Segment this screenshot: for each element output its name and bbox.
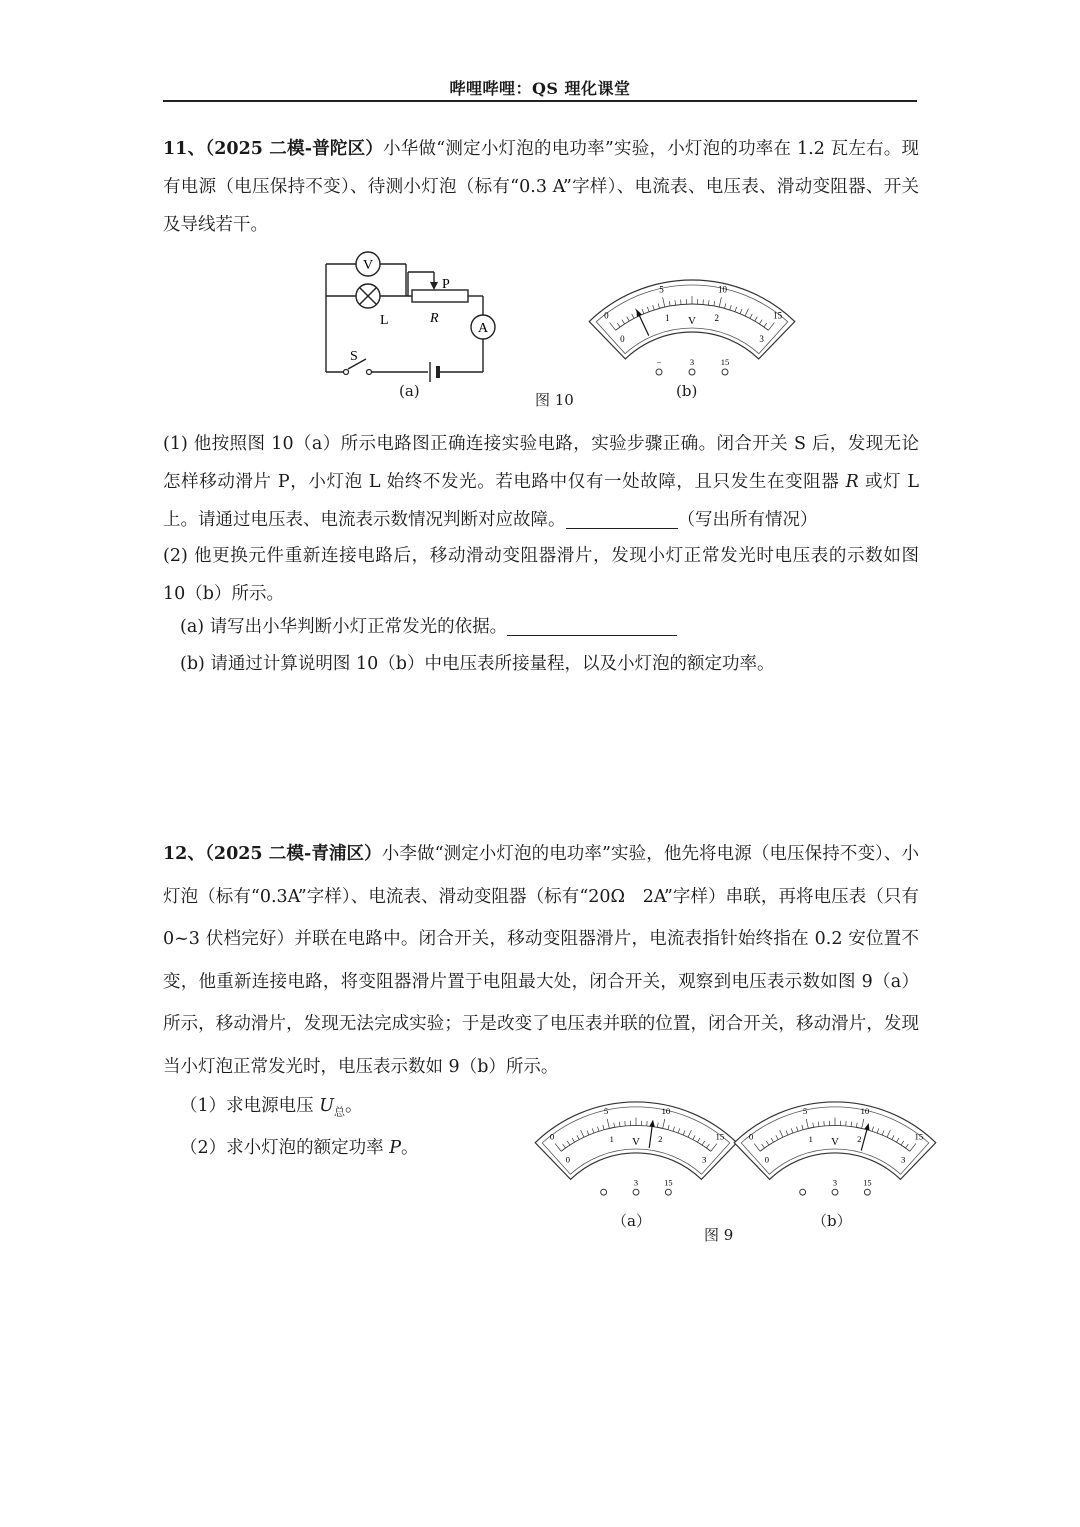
dial-terminal-label: 15 — [863, 1178, 872, 1188]
dial-upper-label: 15 — [914, 1131, 924, 1142]
dial-terminal-label: − — [656, 357, 662, 367]
q11-part1-text-b: 或灯 L 上。请通过电压表、电流表示数情况判断对应故障。 — [163, 472, 919, 530]
header-divider — [163, 100, 917, 102]
q12-title: 12、（2025 二模-青浦区） — [163, 844, 382, 864]
dial-unit-label: V — [632, 1136, 640, 1149]
q11-part2a — [180, 609, 677, 645]
q12-sub1-text: （1）求电源电压 — [180, 1096, 320, 1116]
dial-upper-label: 0 — [748, 1131, 754, 1142]
dial-terminal-label: 15 — [720, 357, 730, 367]
q11-figure-b-caption: (b) — [676, 382, 698, 400]
dial-upper-label: 15 — [715, 1131, 725, 1142]
dial-terminal — [864, 1189, 870, 1195]
slider-label: P — [442, 277, 450, 292]
q11-stem: 小华做“测定小灯泡的电功率”实验，小灯泡的功率在 1.2 瓦左右。现有电源（电压保持不变）、待测小灯泡（标有“0.3 A”字样）、电流表、电压表、滑动变阻器、开关及导线若干。 — [163, 139, 919, 235]
dial-terminal — [800, 1189, 806, 1195]
dial-lower-label: 2 — [714, 312, 720, 323]
dial-lower-label: 3 — [759, 333, 764, 344]
dial-lower-label: 0 — [565, 1154, 570, 1165]
q11-voltmeter-dial — [603, 278, 781, 380]
dial-upper-label: 10 — [661, 1106, 671, 1117]
q11-part1-r-symbol: R — [845, 472, 859, 492]
dial-terminal — [689, 369, 695, 375]
dial-terminal — [633, 1189, 639, 1195]
q12-sub1-end: 。 — [344, 1096, 363, 1116]
dial-lower-label: 1 — [664, 312, 670, 323]
q12-stem-paragraph — [163, 833, 919, 1088]
dial-terminal — [665, 1189, 671, 1195]
dial-terminal — [656, 369, 662, 375]
dial-upper-label: 5 — [802, 1106, 808, 1117]
q12-stem: 小李做“测定小灯泡的电功率”实验，他先将电源（电压保持不变）、小灯泡（标有“0.3A”字样）、电流表、滑动变阻器（标有“20Ω 2A”字样）串联，再将电压表（只有 0~3 伏档完好）并联在电路中。闭合开关，移动变阻器滑片，电流表指针始终指在 0.2 安位置不变，他重新连接电路，将变阻器滑片置于电阻最大处，闭合开关，观察到电压表示数如图 9（a）所示，移动滑片，发现无法完成实验；于是改变了电压表并联的位置，闭合开关，移动滑片，发现当小灯泡正常发光时，电压表示数如 9（b）所示。 — [163, 844, 919, 1077]
page-header: 哔哩哔哩：QS 理化课堂 — [449, 79, 631, 98]
dial-lower-label: 1 — [808, 1133, 813, 1144]
dial-terminal — [601, 1189, 607, 1195]
q12-sub1-subscript: 总 — [333, 1105, 345, 1119]
dial-upper-label: 5 — [603, 1106, 609, 1117]
ammeter-label: A — [477, 321, 489, 336]
q12-sub2-text: （2）求小灯泡的额定功率 — [180, 1138, 390, 1158]
q11-figure-a-caption: (a) — [399, 382, 420, 400]
q11-stem-paragraph — [163, 130, 919, 244]
dial-unit-label: V — [831, 1136, 839, 1149]
q12-figure-a-caption: （a） — [612, 1212, 651, 1230]
dial-upper-label: 5 — [659, 284, 664, 295]
dial-unit-label: V — [688, 315, 696, 327]
q12-figure-b-caption: （b） — [812, 1212, 852, 1230]
dial-upper-label: 10 — [717, 284, 727, 295]
q12-sub1 — [180, 1088, 362, 1131]
slider-arrow — [430, 282, 438, 290]
dial-terminal-label: 15 — [664, 1178, 673, 1188]
dial-upper-label: 15 — [773, 310, 783, 321]
q12-sub2-end: 。 — [400, 1138, 419, 1158]
dial-terminal-label: 3 — [689, 357, 695, 367]
voltmeter-label: V — [362, 258, 374, 273]
q11-circuit-diagram — [318, 244, 503, 404]
lamp-label: L — [380, 313, 389, 328]
q11-title: 11、（2025 二模-普陀区） — [163, 139, 384, 159]
q12-figure-caption: 图 9 — [704, 1226, 734, 1244]
q12-sub2-var: P — [389, 1138, 401, 1158]
q11-part2b: (b) 请通过计算说明图 10（b）中电压表所接量程，以及小灯泡的额定功率。 — [180, 654, 775, 674]
dial-upper-label: 0 — [549, 1131, 555, 1142]
q11-part1 — [163, 425, 919, 539]
dial-terminal-label: 3 — [832, 1178, 838, 1188]
q11-part1-text-a: (1) 他按照图 10（a）所示电路图正确连接实验电路，实验步骤正确。闭合开关 S 后，发现无论怎样移动滑片 P，小灯泡 L 始终不发光。若电路中仅有一处故障，且只发生在变阻器 — [163, 434, 919, 492]
dial-lower-label: 0 — [620, 333, 625, 344]
q11-figure-caption: 图 10 — [535, 391, 574, 409]
dial-terminal — [722, 369, 728, 375]
q11-part1-answer-blank[interactable] — [566, 508, 678, 529]
dial-lower-label: 2 — [857, 1133, 862, 1144]
q12-voltmeter-dial-a — [541, 1100, 731, 1200]
dial-terminal-label: 3 — [633, 1178, 639, 1188]
switch-label: S — [350, 349, 358, 364]
q12-sub1-var: U — [319, 1096, 334, 1116]
dial-upper-label: 10 — [860, 1106, 870, 1117]
dial-lower-label: 0 — [764, 1154, 769, 1165]
q12-sub2 — [180, 1130, 418, 1166]
q11-part2: (2) 他更换元件重新连接电路后，移动滑动变阻器滑片，发现小灯正常发光时电压表的示数如图 10（b）所示。 — [163, 546, 919, 604]
q11-part2a-text: (a) 请写出小华判断小灯正常发光的依据。 — [180, 617, 508, 637]
dial-lower-label: 1 — [609, 1133, 614, 1144]
dial-terminal — [832, 1189, 838, 1195]
dial-lower-label: 3 — [702, 1154, 707, 1165]
q12-voltmeter-dial-b — [740, 1100, 930, 1200]
rheostat-label: R — [430, 311, 439, 326]
dial-lower-label: 3 — [901, 1154, 906, 1165]
dial-lower-label: 2 — [658, 1133, 663, 1144]
dial-upper-label: 0 — [604, 310, 609, 321]
q11-part2a-answer-blank[interactable] — [507, 615, 677, 636]
q11-part1-text-c: （写出所有情况） — [677, 510, 818, 530]
